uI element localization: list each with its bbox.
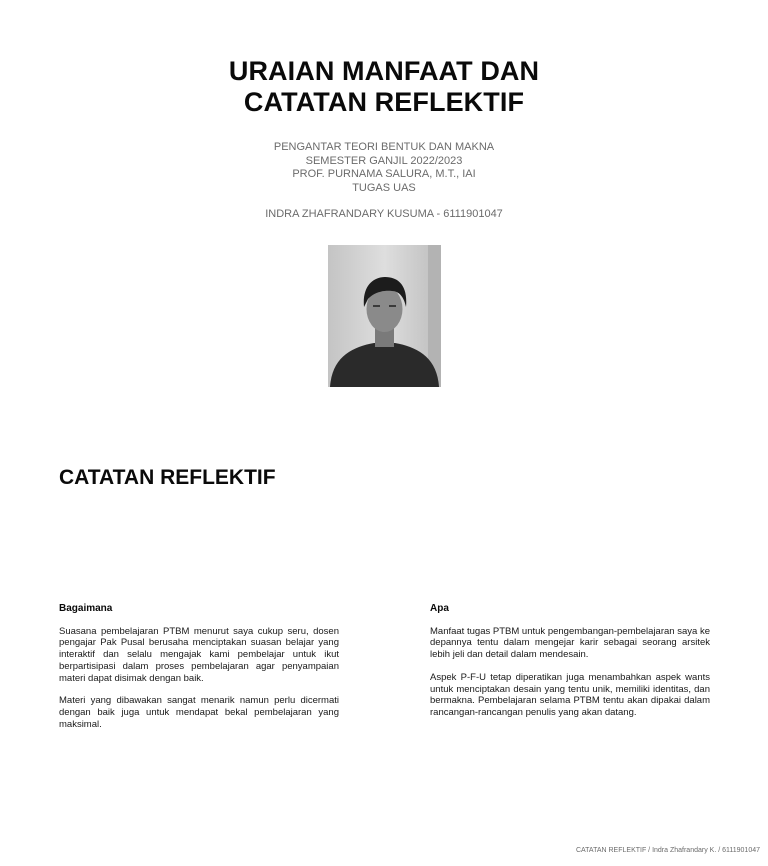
paragraph: Aspek P-F-U tetap diperatikan juga menambahkan aspek wants untuk menciptakan desain yang tentu unik, memiliki identitas, dan bermakna. Pembelajaran selama PTBM tentu akan dipakai dalam rancangan-rancangan penulis yang akan datang. [430, 671, 710, 718]
paragraph: Manfaat tugas PTBM untuk pengembangan-pembelajaran saya ke depannya tentu dalam mengejar karir sebagai seorang arsitek lebih jeli dan detail dalam mendesain. [430, 625, 710, 661]
document-title [0, 56, 768, 118]
column-apa [430, 603, 710, 730]
assignment-label: TUGAS UAS [352, 181, 416, 194]
document-title-line-2: CATATAN REFLEKTIF [243, 87, 525, 117]
document-title-line-1: URAIAN MANFAAT DAN [228, 56, 540, 86]
paragraph: Materi yang dibawakan sangat menarik namun perlu dicermati dengan baik juga untuk mendapat bekal pembelajaran yang maksimal. [59, 695, 339, 730]
semester: SEMESTER GANJIL 2022/2023 [305, 154, 463, 167]
course-info [0, 141, 768, 195]
page-footer: CATATAN REFLEKTIF / Indra Zhafrandary K. / 6111901047 [575, 847, 760, 854]
author-line: INDRA ZHAFRANDARY KUSUMA - 6111901047 [265, 208, 503, 220]
author-photo [328, 245, 441, 387]
column-heading: Apa [430, 603, 449, 614]
paragraph: Suasana pembelajaran PTBM menurut saya cukup seru, dosen pengajar Pak Pusal berusaha menciptakan suasan belajar yang interaktif dan selalu mengajak kami pembelajar untuk ikut berpartisipasi dalam proses pembelajaran agar penyampaian materi dapat disimak dengan baik. [59, 625, 339, 684]
column-bagaimana [59, 603, 339, 741]
column-heading: Bagaimana [59, 603, 113, 614]
lecturer: PROF. PURNAMA SALURA, M.T., IAI [292, 168, 476, 180]
course-name: PENGANTAR TEORI BENTUK DAN MAKNA [273, 141, 495, 153]
section-title: CATATAN REFLEKTIF [59, 466, 276, 489]
